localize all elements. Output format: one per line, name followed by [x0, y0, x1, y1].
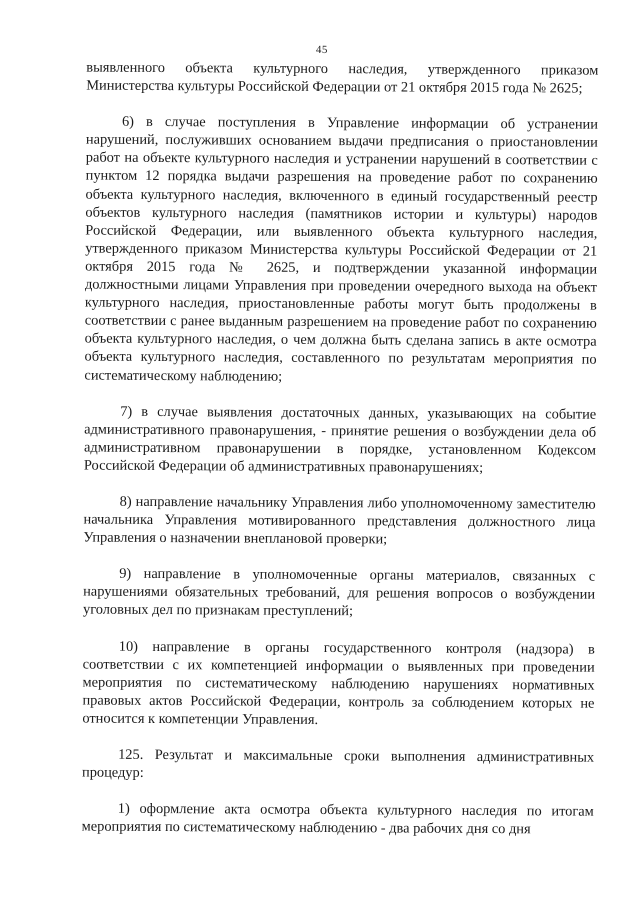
paragraph: 7) в случае выявления достаточных данных, указывающих на событие административного правонарушения, - принятие решения о возбуждении дела об административном правонарушении в порядке, установленном Кодексом Российской Федерации об административных правонарушениях;: [83, 403, 597, 476]
document-body: [82, 59, 599, 839]
paragraph: 9) направление в уполномоченные органы материалов, связанных с нарушениями обязательных требований, для решения вопросов о возбуждении уголовных дел по признакам преступлений;: [82, 566, 596, 620]
paragraph: 6) в случае поступления в Управление информации об устранении нарушений, послуживших основанием выдачи предписания о приостановлении работ на объекте культурного наследия и устранении нарушений в соответствии с пунктом 12 порядка выдачи разрешения на проведение работ по сохранению объекта культурного наследия, включенного в единый государственный реестр объектов культурного наследия (памятников истории и культуры) народов Российской Федерации, или выявленного объекта культурного наследия, утвержденного приказом Министерства культуры Российской Федерации от 21 октября 2015 года № 2625, и подтверждении указанной информации должностными лицами Управления при проведении очередного выхода на объект культурного наследия, приостановленные работы могут быть продолжены в соответствии с ранее выданным разрешением на проведение работ по сохранению объекта культурного наследия, о чем должна быть сделана запись в акте осмотра объекта культурного наследия, составленного по результатам мероприятия по систематическому наблюдению;: [84, 113, 599, 385]
paragraph: 8) направление начальнику Управления либо уполномоченному заместителю начальника Управления мотивированного представления должностного лица Управления о назначении внеплановой проверки;: [83, 493, 596, 548]
page-number: 45: [315, 43, 328, 57]
paragraph: 10) направление в органы государственного контроля (надзора) в соответствии с их компетенцией информации о выявленных при проведении мероприятия по систематическому наблюдению нарушениях нормативных правовых актов Российской Федерации, контроль за соблюдением которых не относится к компетенции Управления.: [82, 638, 595, 728]
paragraph: 1) оформление акта осмотра объекта культурного наследия по итогам мероприятия по систематическому наблюдению - два рабочих дня со дня: [81, 800, 594, 838]
paragraph: 125. Результат и максимальные сроки выполнения административных процедур:: [81, 746, 595, 782]
paragraph: выявленного объекта культурного наследия, утвержденного приказом Министерства культуры Российской Федерации от 21 октября 2015 года № 2625;: [86, 59, 599, 97]
